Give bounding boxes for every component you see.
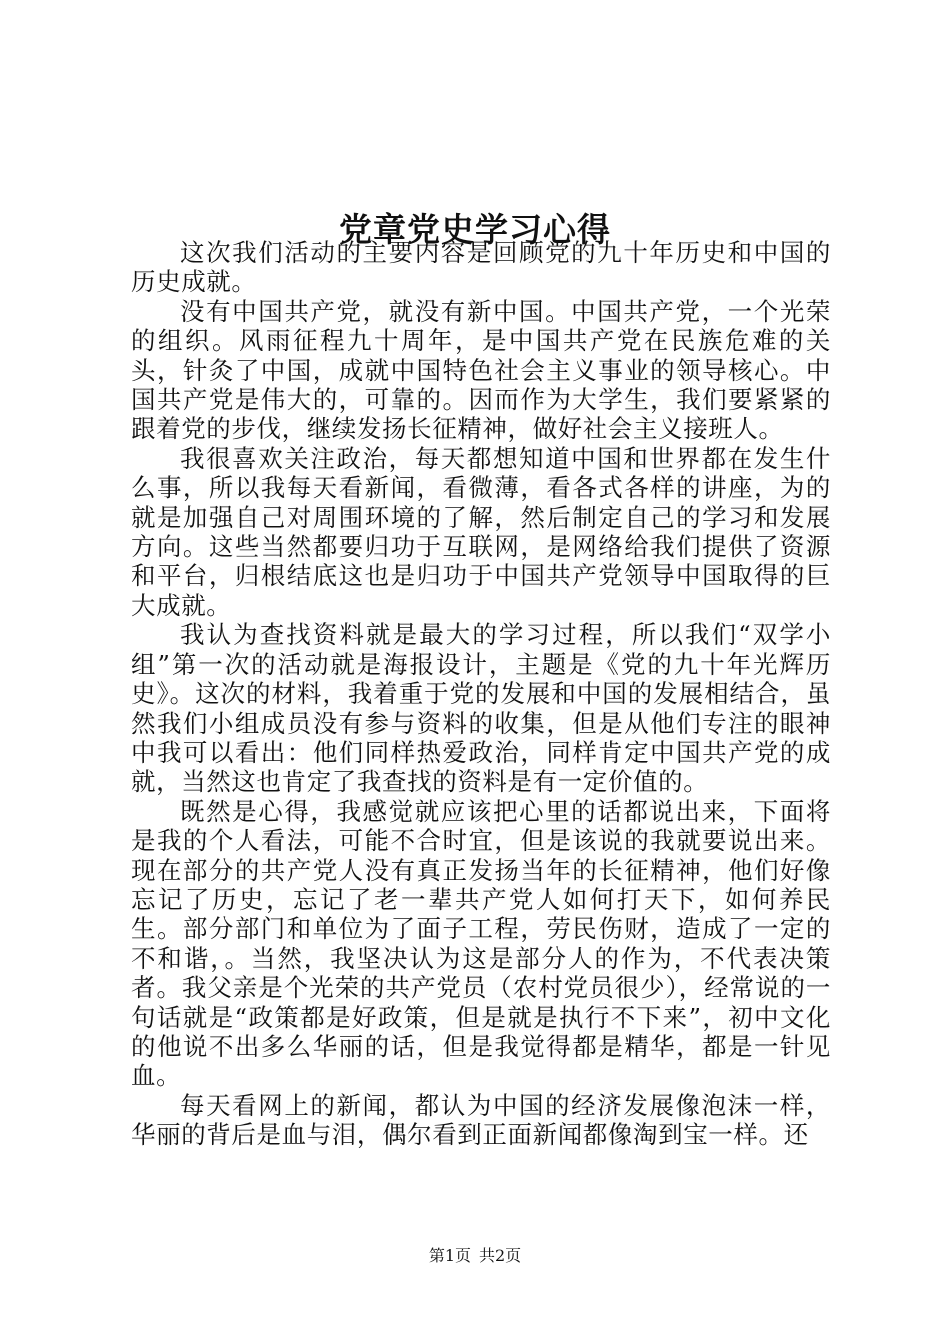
page-footer <box>0 1245 950 1267</box>
page-number: 第1页 <box>428 1246 471 1265</box>
paragraph-3: 我很喜欢关注政治，每天都想知道中国和世界都在发生什么事，所以我每天看新闻，看微薄，看各式各样的讲座，为的就是加强自己对周围环境的了解，然后制定自己的学习和发展方向。这些当然都要归功于互联网，是网络给我们提供了资源和平台，归根结底这也是归功于中国共产党领导中国取得的巨大成就。 <box>131 443 831 620</box>
paragraph-6: 每天看网上的新闻，都认为中国的经济发展像泡沫一样，华丽的背后是血与泪，偶尔看到正面新闻都像淘到宝一样。还 <box>131 1090 831 1150</box>
page-title: 党章党史学习心得 <box>339 210 611 250</box>
paragraph-1: 这次我们活动的主要内容是回顾党的九十年历史和中国的历史成就。 <box>131 238 831 297</box>
paragraph-4: 我认为查找资料就是最大的学习过程，所以我们“双学小组”第一次的活动就是海报设计，主题是《党的九十年光辉历史》。这次的材料，我着重于党的发展和中国的发展相结合，虽然我们小组成员没有参与资料的收集，但是从他们专注的眼神中我可以看出：他们同样热爱政治，同样肯定中国共产党的成就，当然这也肯定了我查找的资料是有一定价值的。 <box>131 620 831 797</box>
page-total: 共2页 <box>479 1246 522 1265</box>
paragraph-5: 既然是心得，我感觉就应该把心里的话都说出来，下面将是我的个人看法，可能不合时宜，但是该说的我就要说出来。现在部分的共产党人没有真正发扬当年的长征精神，他们好像忘记了历史，忘记了老一辈共产党人如何打天下，如何养民生。部分部门和单位为了面子工程，劳民伤财，造成了一定的不和谐，。当然，我坚决认为这是部分人的作为，不代表决策者。我父亲是个光荣的共产党员（农村党员很少），经常说的一句话就是“政策都是好政策，但是就是执行不下来”，初中文化的他说不出多么华丽的话，但是我觉得都是精华，都是一针见血。 <box>131 796 831 1091</box>
document-body <box>131 238 831 1150</box>
paragraph-2: 没有中国共产党，就没有新中国。中国共产党，一个光荣的组织。风雨征程九十周年，是中国共产党在民族危难的关头，针灸了中国，成就中国特色社会主义事业的领导核心。中国共产党是伟大的，可靠的。因而作为大学生，我们要紧紧的跟着党的步伐，继续发扬长征精神，做好社会主义接班人。 <box>131 296 831 444</box>
